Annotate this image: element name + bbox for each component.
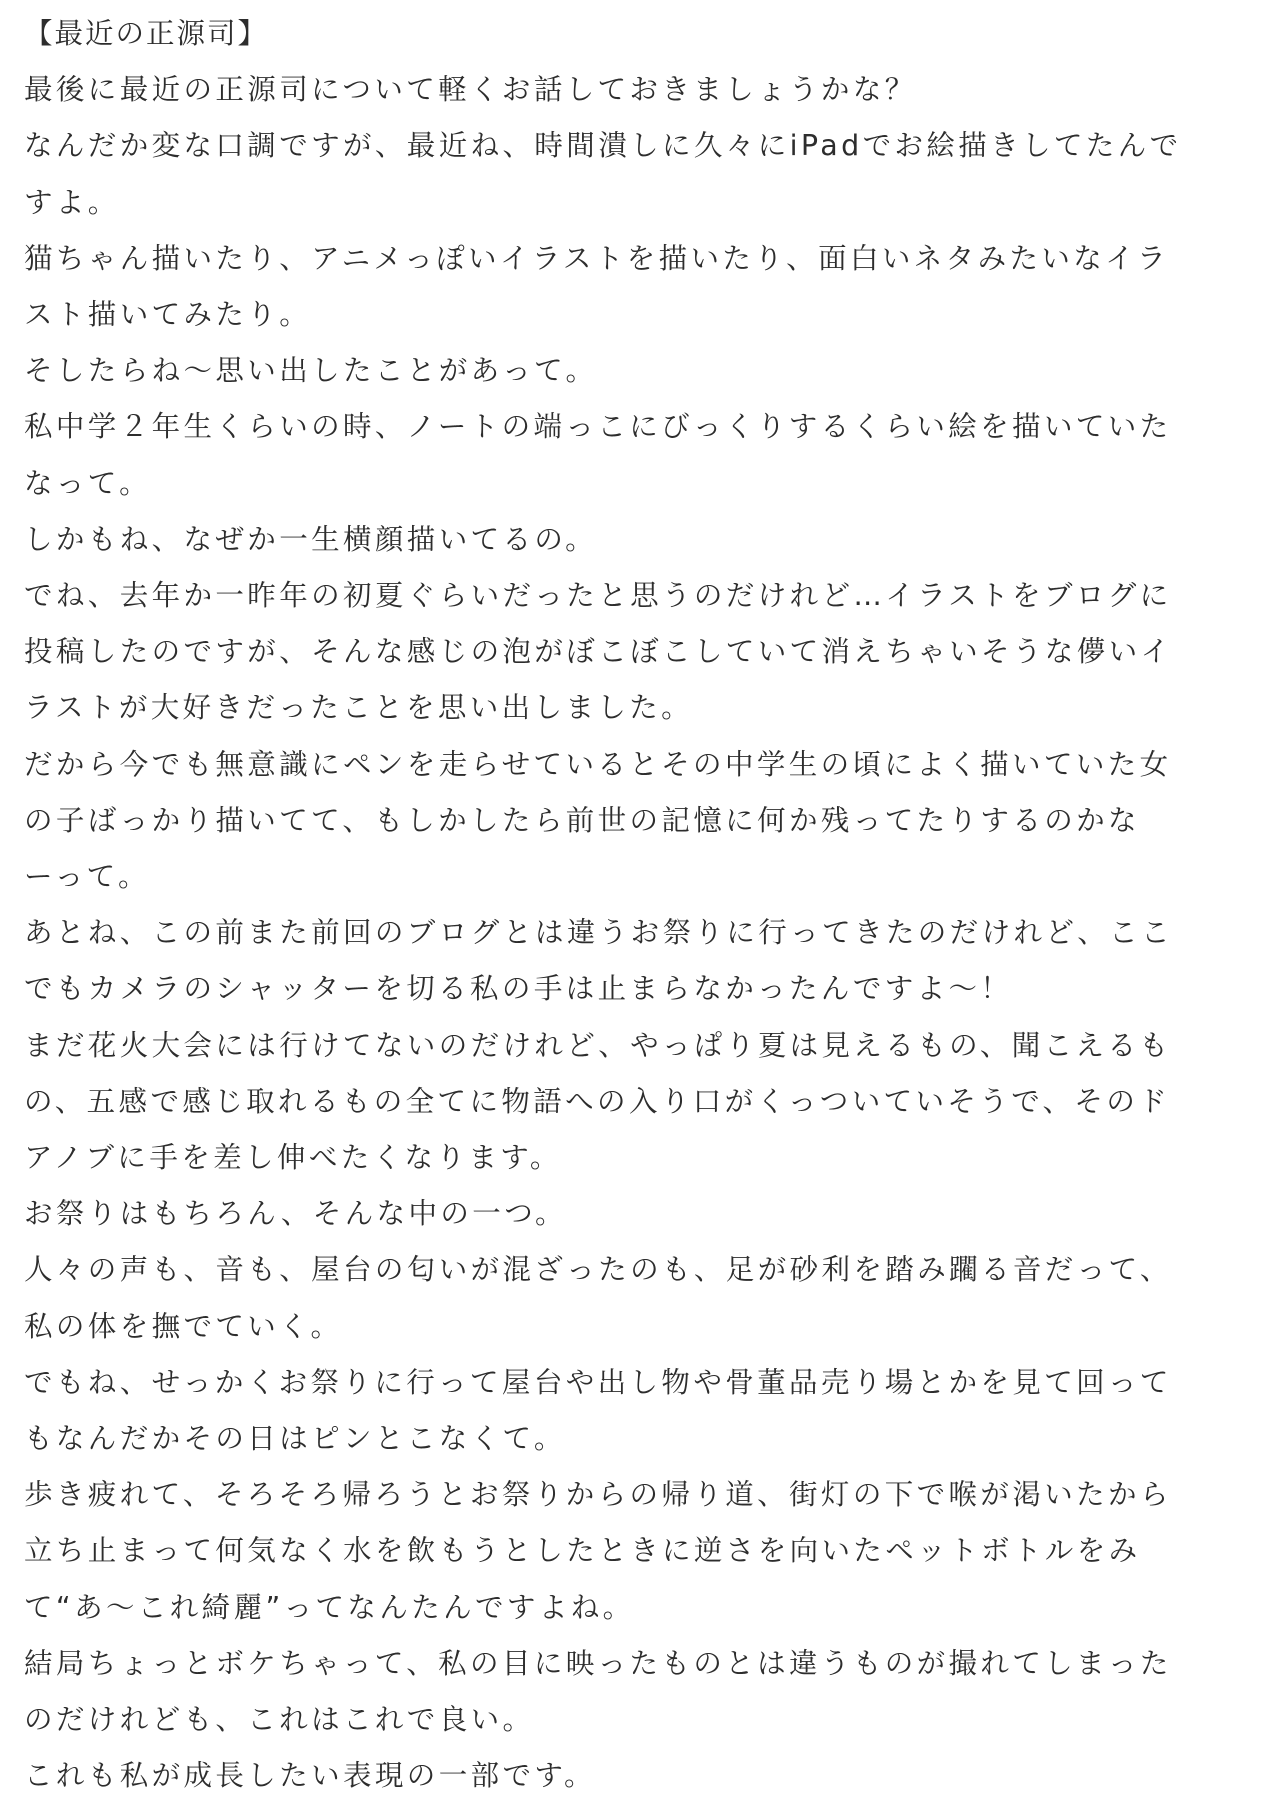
text-line: の、五感で感じ取れるもの全てに物語への入り口がくっついていそうで、そのド [24, 1084, 1171, 1118]
text-line: でもね、せっかくお祭りに行って屋台や出し物や骨董品売り場とかを見て回って [24, 1365, 1172, 1399]
section-heading: 【最近の正源司】 [24, 17, 269, 50]
text-line: 最後に最近の正源司について軽くお話しておきましょうかな？ [24, 73, 917, 107]
text-line: なんだか変な口調ですが、最近ね、時間潰しに久々にiPadでお絵描きしてたんで [24, 129, 1182, 163]
text-line: でね、去年か一昨年の初夏ぐらいだったと思うのだけれど…イラストをブログに [24, 579, 1172, 613]
text-line: あとね、この前また前回のブログとは違うお祭りに行ってきたのだけれど、ここ [24, 916, 1173, 950]
text-line: 私の体を撫でていく。 [24, 1309, 343, 1343]
text-line: なって。 [24, 466, 152, 500]
text-line: 立ち止まって何気なく水を飲もうとしたときに逆さを向いたペットボトルをみ [24, 1534, 1141, 1568]
text-line: 歩き疲れて、そろそろ帰ろうとお祭りからの帰り道、街灯の下で喉が渇いたから [24, 1478, 1172, 1512]
text-line: お祭りはもちろん、そんな中の一つ。 [24, 1197, 567, 1231]
text-line: もなんだかその日はピンとこなくて。 [24, 1422, 566, 1456]
text-line: スト描いてみたり。 [24, 298, 312, 332]
text-line: そしたらね〜思い出したことがあって。 [24, 354, 598, 388]
text-line: 私中学２年生くらいの時、ノートの端っこにびっくりするくらい絵を描いていた [24, 410, 1172, 444]
text-line: の子ばっかり描いてて、もしかしたら前世の記憶に何か残ってたりするのかな [24, 803, 1140, 837]
text-line: すよ。 [24, 185, 120, 219]
text-line: て“あ〜これ綺麗”ってなんたんですよね。 [24, 1590, 635, 1624]
text-line: 人々の声も、音も、屋台の匂いが混ざったのも、足が砂利を踏み躙る音だって、 [24, 1253, 1172, 1287]
text-line: まだ花火大会には行けてないのだけれど、やっぱり夏は見えるもの、聞こえるも [24, 1028, 1172, 1062]
text-line: ーって。 [24, 860, 150, 894]
text-line: 結局ちょっとボケちゃって、私の目に映ったものとは違うものが撮れてしまった [24, 1646, 1172, 1680]
text-line: のだけれども、これはこれで良い。 [24, 1703, 535, 1737]
text-line: ラストが大好きだったことを思い出しました。 [24, 691, 694, 725]
text-line: 投稿したのですが、そんな感じの泡がぼこぼこしていて消えちゃいそうな儚いイ [24, 635, 1173, 669]
text-line: アノブに手を差し伸べたくなります。 [24, 1141, 562, 1175]
text-line: しかもね、なぜか一生横顔描いてるの。 [24, 522, 598, 556]
text-line: 猫ちゃん描いたり、アニメっぽいイラストを描いたり、面白いネタみたいなイラ [24, 241, 1169, 275]
text-line: だから今でも無意識にペンを走らせているとその中学生の頃によく描いていた女 [24, 747, 1172, 781]
text-line: でもカメラのシャッターを切る私の手は止まらなかったんですよ〜！ [24, 972, 1013, 1006]
text-line: これも私が成長したい表現の一部です。 [24, 1759, 596, 1793]
